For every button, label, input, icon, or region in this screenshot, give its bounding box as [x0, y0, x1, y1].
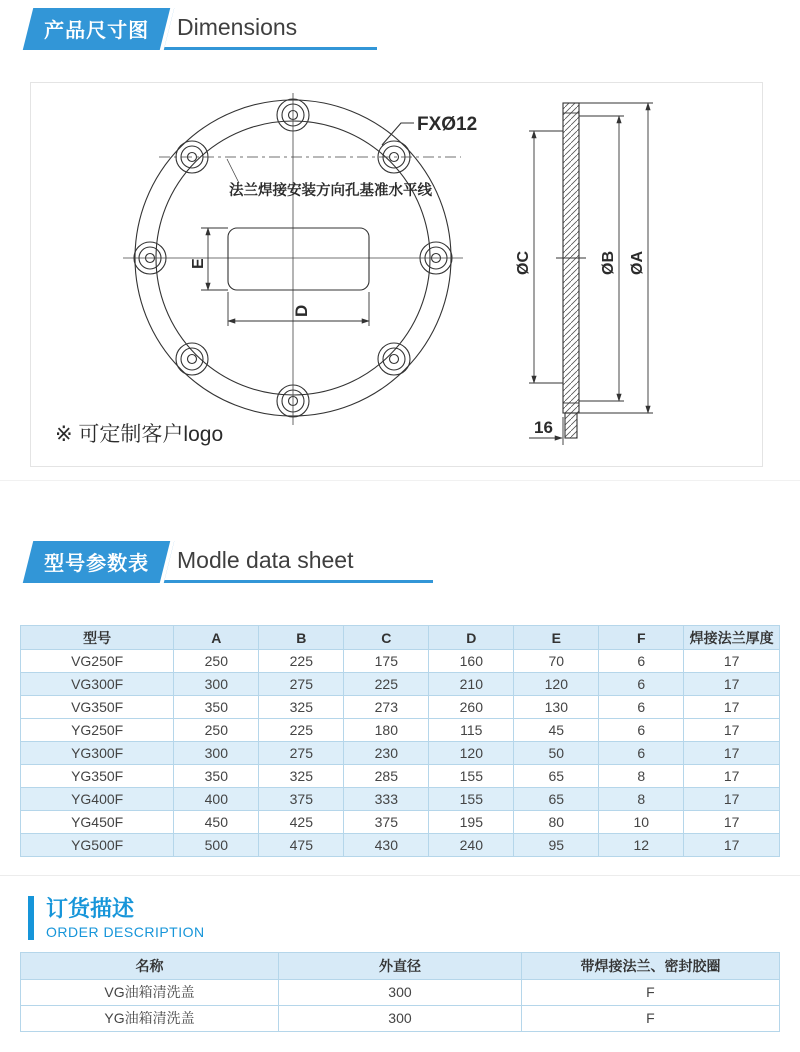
- table-cell: 160: [429, 650, 514, 673]
- table-cell: 450: [174, 811, 259, 834]
- table-cell: 70: [514, 650, 599, 673]
- table-cell: F: [521, 980, 779, 1006]
- dim-c-label: ØC: [515, 251, 532, 275]
- dimensions-header: [28, 8, 800, 50]
- table-row: [21, 811, 780, 834]
- table-cell: 430: [344, 834, 429, 857]
- table-cell: 6: [599, 719, 684, 742]
- table-cell: 275: [259, 673, 344, 696]
- table-row: [21, 980, 780, 1006]
- table-row: [21, 765, 780, 788]
- table-cell: 230: [344, 742, 429, 765]
- table-cell: YG油箱清洗盖: [21, 1006, 279, 1032]
- table-cell: YG450F: [21, 811, 174, 834]
- dim-a-label: ØA: [629, 251, 646, 275]
- table-cell: YG500F: [21, 834, 174, 857]
- table-cell: 240: [429, 834, 514, 857]
- accent-bar: [28, 896, 34, 940]
- dimensions-tag-cn: [23, 8, 174, 50]
- holes-count-label: FXØ12: [417, 114, 478, 135]
- table-cell: 333: [344, 788, 429, 811]
- table-cell: 50: [514, 742, 599, 765]
- dimensions-title-en: Dimensions: [159, 12, 377, 50]
- datasheet-header: [28, 541, 800, 583]
- thickness-label: 16: [534, 418, 553, 437]
- table-cell: 180: [344, 719, 429, 742]
- table-cell: 130: [514, 696, 599, 719]
- table-cell: VG350F: [21, 696, 174, 719]
- table-cell: YG250F: [21, 719, 174, 742]
- datasheet-title-en: Modle data sheet: [159, 545, 433, 583]
- column-header: F: [599, 626, 684, 650]
- table-cell: 65: [514, 788, 599, 811]
- table-cell: 17: [684, 834, 780, 857]
- table-cell: 500: [174, 834, 259, 857]
- dimensions-section: [0, 0, 800, 481]
- column-header: E: [514, 626, 599, 650]
- table-cell: 17: [684, 673, 780, 696]
- table-cell: 17: [684, 788, 780, 811]
- table-cell: 17: [684, 811, 780, 834]
- table-cell: 8: [599, 788, 684, 811]
- table-cell: 115: [429, 719, 514, 742]
- table-cell: 175: [344, 650, 429, 673]
- table-cell: 12: [599, 834, 684, 857]
- order-section: [0, 876, 800, 1032]
- table-cell: 17: [684, 719, 780, 742]
- table-cell: 350: [174, 696, 259, 719]
- table-cell: 17: [684, 696, 780, 719]
- column-header: 带焊接法兰、密封胶圈: [521, 953, 779, 980]
- table-cell: 10: [599, 811, 684, 834]
- table-cell: 155: [429, 788, 514, 811]
- order-table: [20, 952, 780, 1032]
- table-cell: VG250F: [21, 650, 174, 673]
- dimensions-tag-label: 产品尺寸图: [44, 20, 150, 42]
- table-header-row: [21, 626, 780, 650]
- table-cell: 325: [259, 765, 344, 788]
- table-cell: 17: [684, 742, 780, 765]
- table-cell: 250: [174, 719, 259, 742]
- dim-e-label: E: [190, 258, 207, 269]
- table-cell: YG350F: [21, 765, 174, 788]
- dimension-drawing: [31, 83, 762, 466]
- model-data-table: [20, 625, 780, 857]
- table-cell: 475: [259, 834, 344, 857]
- table-cell: 65: [514, 765, 599, 788]
- table-cell: 120: [514, 673, 599, 696]
- table-row: [21, 696, 780, 719]
- table-cell: 300: [174, 742, 259, 765]
- table-cell: 80: [514, 811, 599, 834]
- table-cell: 325: [259, 696, 344, 719]
- column-header: C: [344, 626, 429, 650]
- table-row: [21, 742, 780, 765]
- table-row: [21, 788, 780, 811]
- column-header: 名称: [21, 953, 279, 980]
- table-row: [21, 834, 780, 857]
- table-cell: 225: [259, 719, 344, 742]
- table-row: [21, 719, 780, 742]
- table-cell: YG400F: [21, 788, 174, 811]
- table-row: [21, 650, 780, 673]
- table-cell: 45: [514, 719, 599, 742]
- table-cell: 273: [344, 696, 429, 719]
- table-cell: 155: [429, 765, 514, 788]
- column-header: 外直径: [279, 953, 522, 980]
- column-header: B: [259, 626, 344, 650]
- table-cell: 6: [599, 742, 684, 765]
- table-cell: 225: [344, 673, 429, 696]
- table-row: [21, 673, 780, 696]
- table-cell: 95: [514, 834, 599, 857]
- table-cell: 275: [259, 742, 344, 765]
- table-cell: 260: [429, 696, 514, 719]
- logo-note-label: ※ 可定制客户logo: [55, 423, 224, 446]
- table-cell: 6: [599, 650, 684, 673]
- table-cell: 425: [259, 811, 344, 834]
- table-cell: VG油箱清洗盖: [21, 980, 279, 1006]
- table-cell: 225: [259, 650, 344, 673]
- column-header: 型号: [21, 626, 174, 650]
- table-cell: 375: [259, 788, 344, 811]
- column-header: 焊接法兰厚度: [684, 626, 780, 650]
- table-cell: F: [521, 1006, 779, 1032]
- table-cell: 8: [599, 765, 684, 788]
- dim-b-label: ØB: [600, 251, 617, 275]
- table-cell: 350: [174, 765, 259, 788]
- table-cell: 285: [344, 765, 429, 788]
- table-cell: 300: [279, 1006, 522, 1032]
- datum-note-label: 法兰焊接安装方向孔基准水平线: [229, 183, 432, 199]
- table-cell: 400: [174, 788, 259, 811]
- table-cell: 120: [429, 742, 514, 765]
- column-header: A: [174, 626, 259, 650]
- order-title-cn: 订货描述: [46, 896, 135, 921]
- datasheet-section: [0, 481, 800, 876]
- column-header: D: [429, 626, 514, 650]
- table-cell: 6: [599, 696, 684, 719]
- table-header-row: [21, 953, 780, 980]
- table-cell: VG300F: [21, 673, 174, 696]
- datasheet-tag-label: 型号参数表: [44, 553, 150, 575]
- order-header: [28, 896, 800, 940]
- table-cell: 210: [429, 673, 514, 696]
- order-title-en: ORDER DESCRIPTION: [46, 924, 205, 940]
- table-cell: 300: [174, 673, 259, 696]
- dim-d-label: D: [292, 304, 311, 317]
- table-cell: YG300F: [21, 742, 174, 765]
- table-cell: 17: [684, 765, 780, 788]
- dimension-drawing-box: [30, 82, 763, 467]
- table-row: [21, 1006, 780, 1032]
- table-cell: 6: [599, 673, 684, 696]
- table-cell: 17: [684, 650, 780, 673]
- table-cell: 375: [344, 811, 429, 834]
- table-cell: 195: [429, 811, 514, 834]
- table-cell: 250: [174, 650, 259, 673]
- table-cell: 300: [279, 980, 522, 1006]
- datasheet-tag-cn: [23, 541, 174, 583]
